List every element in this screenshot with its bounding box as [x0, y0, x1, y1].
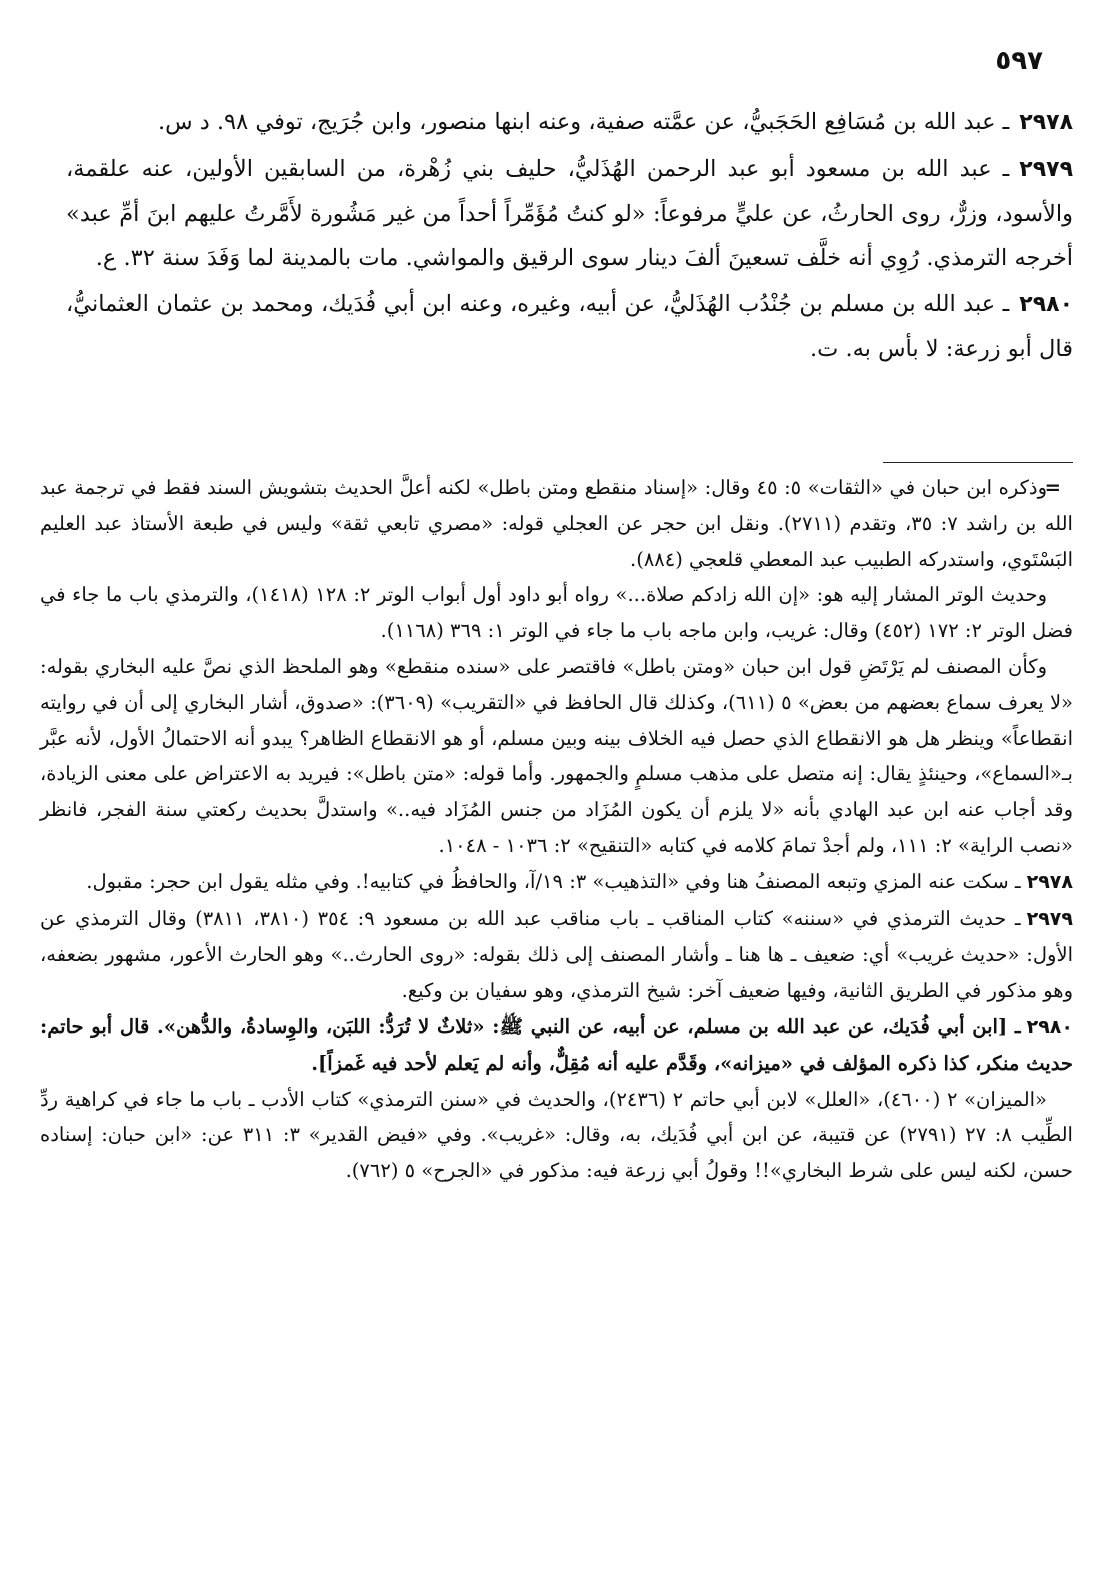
entry-2980 — [66, 282, 1073, 371]
footnote-text: ـ حديث الترمذي في «سننه» كتاب المناقب ـ باب مناقب عبد الله بن مسعود ٩: ٣٥٤ (٣٨١٠، ٣٨١١) وقال الترمذي عن الأول: «حديث غريب» أي: ضعيف ـ ها هنا ـ وأشار المصنف إلى ذلك بقوله: «روى الحارث..» وهو الحارث الأعور، مشهور بضعفه، وهو مذكور في الطريق الثانية، وفيها ضعيف آخر: شيخ الترمذي، وهو سفيان بن وكيع. — [40, 906, 1073, 1003]
footnote-paragraph: وحديث الوتر المشار إليه هو: «إن الله زادكم صلاة...» رواه أبو داود أول أبواب الوتر ٢: ١٢٨ (١٤١٨)، والترمذي باب ما جاء في فضل الوتر ٢: ١٧٢ (٤٥٢) وقال: غريب، وابن ماجه باب ما جاء في الوتر ١: ٣٦٩ (١١٦٨). — [40, 583, 1073, 643]
footnote-number: ٢٩٧٩ — [1026, 907, 1073, 930]
footnote-number: ٢٩٨٠ — [1026, 1015, 1073, 1038]
entry-2978 — [66, 100, 1073, 145]
footnotes — [40, 470, 1073, 1189]
footnote-2980 — [40, 1009, 1073, 1082]
entry-text: ـ عبد الله بن مسعود أبو عبد الرحمن الهُذَليُّ، حليف بني زُهْرة، من السابقين الأولين، عنه علقمة، والأسود، وزرٌّ، روى الحارثُ، عن عليٍّ مرفوعاً: «لو كنتُ مُؤَمِّراً أحداً من غير مَشُورة لأَمَّرتُ عليهم ابنَ أمِّ عبد» أخرجه الترمذي. رُوِي أنه خلَّف تسعينَ ألفَ دينار سوى الرقيق والمواشي. مات بالمدينة لما وَفَدَ سنة ٣٢. ع. — [66, 156, 1073, 271]
footnote-separator — [883, 462, 1073, 463]
footnote-2978 — [40, 864, 1073, 901]
entry-text: ـ عبد الله بن مُسَافِع الحَجَبيُّ، عن عمَّته صفية، وعنه ابنها منصور، وابن جُرَيج، توفي ٩٨. د س. — [157, 109, 1010, 135]
main-text — [66, 100, 1073, 373]
entry-number: ٢٩٨٠ — [1019, 292, 1073, 317]
entry-2979 — [66, 147, 1073, 280]
footnote-text: ـ [ابن أبي فُدَيك، عن عبد الله بن مسلم، عن أبيه، عن النبي ﷺ: «ثلاثٌ لا تُرَدُّ: اللبَن، والوِسادةُ، والدُّهن». قال أبو حاتم: حديث منكر، كذا ذكره المؤلف في «ميزانه»، وقَدَّم عليه أنه مُقِلٌّ، وأنه لم يَعلم لأحد فيه غَمزاً]. — [40, 1014, 1073, 1075]
footnote-paragraph: =وذكره ابن حبان في «الثقات» ٥: ٤٥ وقال: «إسناد منقطع ومتن باطل» لكنه أعلَّ الحديث بتشويش السند فقط في ترجمة عبد الله بن راشد ٧: ٣٥، وتقدم (٢٧١١). ونقل ابن حجر عن العجلي قوله: «مصري تابعي ثقة» وليس في طبعة الأستاذ عبد العليم البَسْتَوي، واستدركه الطبيب عبد المعطي قلعجي (٨٨٤). — [40, 476, 1073, 571]
page-number: ٥٩٧ — [995, 46, 1043, 76]
entry-number: ٢٩٧٨ — [1019, 110, 1073, 135]
footnote-paragraph: وكأن المصنف لم يَرْتَضِ قول ابن حبان «ومتن باطل» فاقتصر على «سنده منقطع» وهو الملحظ الذي نصَّ عليه البخاري بقوله: «لا يعرف سماع بعضهم من بعض» ٥ (٦١١)، وكذلك قال الحافظ في «التقريب» (٣٦٠٩): «صدوق، أشار البخاري إلى أن في روايته انقطاعاً» وينظر هل هو الانقطاع الذي حصل فيه الخلاف بينه وبين مسلم، أو هو الانقطاع الظاهر؟ يبدو أنه الاحتمالُ الأول، لأنه عبَّر بـ«السماع»، وحينئذٍ يقال: إنه متصل على مذهب مسلمٍ والجمهور. وأما قوله: «متن باطل»: فيريد به الاعتراض على معنى الزيادة، وقد أجاب عنه ابن عبد الهادي بأنه «لا يلزم أن يكون المُزَاد من جنس المُزَاد فيه..» واستدلَّ بحديث ركعتي سنة الفجر، فانظر «نصب الراية» ٢: ١١١، ولم أجدْ تمامَ كلامه في كتابه «التنقيح» ٢: ١٠٣٦ - ١٠٤٨. — [40, 654, 1073, 857]
entry-text: ـ عبد الله بن مسلم بن جُنْدُب الهُذَليُّ، عن أبيه، وغيره، وعنه ابن أبي فُدَيك، ومحمد بن عثمان العثمانيُّ، قال أبو زرعة: لا بأس به. ت. — [66, 291, 1073, 362]
footnote-text: ـ سكت عنه المزي وتبعه المصنفُ هنا وفي «التذهيب» ٣: ١٩/آ، والحافظُ في كتابيه!. وفي مثله يقول ابن حجر: مقبول. — [86, 869, 1021, 893]
footnote-paragraph: «الميزان» ٢ (٤٦٠٠)، «العلل» لابن أبي حاتم ٢ (٢٤٣٦)، والحديث في «سنن الترمذي» كتاب الأدب ـ باب ما جاء في كراهية ردِّ الطِّيب ٨: ٢٧ (٢٧٩١) عن قتيبة، عن ابن أبي فُدَيك، به، وقال: «غريب». وفي «فيض القدير» ٣: ٣١١ عن: «ابن حبان: إسناده حسن، لكنه ليس على شرط البخاري»!! وقولُ أبي زرعة فيه: مذكور في «الجرح» ٥ (٧٦٢). — [40, 1087, 1073, 1183]
footnote-number: ٢٩٧٨ — [1026, 870, 1073, 893]
entry-number: ٢٩٧٩ — [1019, 157, 1073, 182]
footnote-2979 — [40, 901, 1073, 1009]
footnote-text: وذكره ابن حبان في «الثقات» ٥: ٤٥ وقال: «إسناد منقطع ومتن باطل» لكنه أعلَّ الحديث بتشويش السند فقط في ترجمة عبد الله بن راشد ٧: ٣٥، وتقدم (٢٧١١). ونقل ابن حجر عن العجلي قوله: «مصري تابعي ثقة» وليس في طبعة الأستاذ عبد العليم البَسْتَوي، واستدركه الطبيب عبد المعطي قلعجي (٨٨٤). — [40, 476, 1073, 571]
